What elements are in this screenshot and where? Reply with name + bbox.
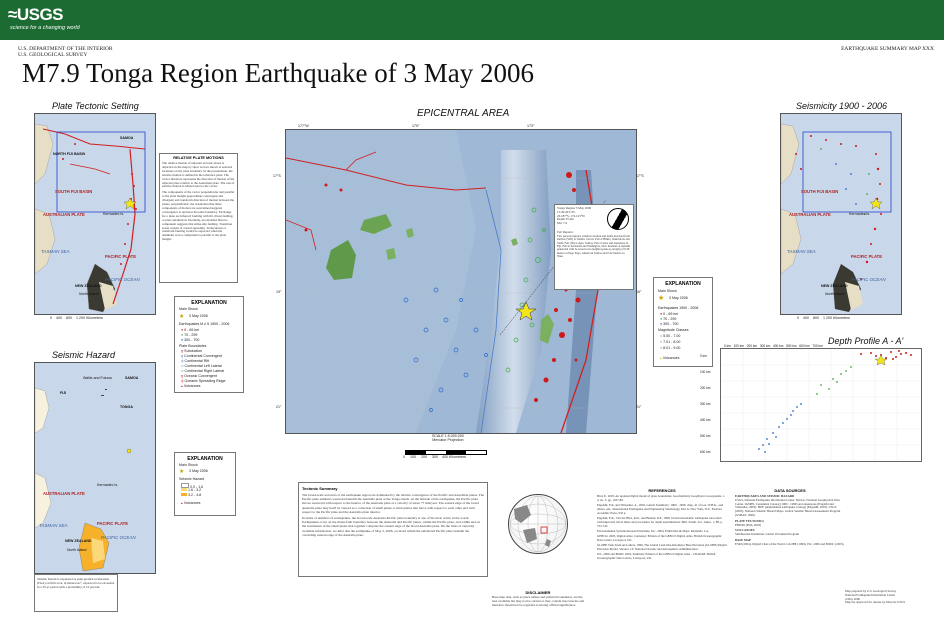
hazard-legend-h3: 3.2 - 4.8 [188,493,202,497]
scale-bar-seismicity: 0 400 800 1 200 Kilometers [797,316,850,320]
plate-legend-boundaries: Plate Boundaries [179,344,207,348]
scale-bar-plate: 0 400 800 1 200 Kilometers [50,316,103,320]
epi-legend-volcanoes: Volcanoes [662,356,680,360]
plate-legend: EXPLANATION Main Shock ★ 3 May 2006 Earthquakes M ≥ 5 1900 - 2006 ● 0 - 69 km ● 70 - 299 ● 300 - 700 Plate Boundaries ┳ Subduction ┳ Continental Convergent ╪ Continental Rift ═ Continental Left Lateral ═ Continental Right Lateral ┳ Oceanic Convergent ╪ Oceanic Spreading Ridge ▴ Volcanoes [174,296,244,393]
credit-line-3: 4 May 2006 [845,596,860,601]
tectonic-summary-title: Tectonic Summary [302,486,338,491]
agency-block [18,46,113,58]
seis-label-tasman-sea: TASMAN SEA [787,249,816,254]
relative-motions-p1: The relative motion of adjacent tectonic plates is depicted on the map by short vectors shown at selected locations on the plate boundary. In the presentation, the relative motion is defined in the reference plate. The vector therefore represents the direction of motion of the adjacent plate relative to the Australian plate. The rate of relative motion is labeled next to the vector. [162,161,235,189]
seis-label-new-zealand: NEW ZEALAND [821,284,848,288]
panel-title-seismic-hazard: Seismic Hazard [52,350,116,360]
epi-info-line4: Depth 55 km [557,217,574,222]
epi-axis-x1: 177°W [298,124,309,128]
data-source-text-3: Smithsonian Institution, Global Volcanism Program [735,532,800,537]
usgs-logo[interactable]: ≈USGS [8,5,64,24]
reference-5: GEBCO, 2003, Digital Atlas: Centenary Edition of the GEBCO Digital Atlas, British Oceanographic Data Centre, Liverpool, UK. [597,534,722,542]
seismicity-map[interactable] [780,113,902,315]
plate-legend-b3: Continental Rift [184,359,210,363]
plate-legend-b4: Continental Left Lateral [184,364,222,368]
hazard-label-australian-plate: AUSTRALIAN PLATE [43,491,85,496]
page-title: M7.9 Tonga Region Earthquake of 3 May 2006 [22,58,535,88]
hazard-label-kermadec: Kermadec Is. [97,483,119,487]
epi-legend-m1: 5.00 - 7.00 [663,334,681,338]
label-north-fiji-basin: NORTH FIJI BASIN [53,152,86,156]
data-source-heading-4: BASE MAP [735,537,751,542]
map-number: EARTHQUAKE SUMMARY MAP XXX [841,46,934,52]
plate-legend-depth1: 0 - 69 km [184,328,200,332]
data-source-text-4: ESRI (2004), Digital Chart of the World. GLOBE (1999). ISC, 2006 and BODC (2003). [735,541,845,546]
epi-legend-d1: 0 - 69 km [663,312,679,316]
hazard-legend: EXPLANATION Main Shock ★ 3 May 2006 Seismic Hazard 0.0 - 1.6 1.6 - 3.2 3.2 - 4.8 ▴ Volcanoes [174,452,236,516]
hazard-legend-main-shock: Main Shock [179,463,198,467]
hazard-map-svg [35,363,155,573]
label-new-zealand: NEW ZEALAND [75,284,102,288]
plate-legend-volcanoes: Volcanoes [183,384,201,388]
epi-axis-y3: 21° [276,405,282,409]
epi-scale [432,434,464,442]
data-sources-title: DATA SOURCES [774,488,806,493]
epi-scale-projection: Mercator Projection [432,438,464,442]
focal-mechanism-icon [607,208,629,230]
seismic-hazard-map[interactable] [34,362,156,574]
globe-locator [508,494,568,554]
disclaimer-text: Base map data, such as place names and political boundaries, are the best available but may not be current or may contain inaccuracies and therefore should not be regarded as having official significance. [492,595,585,607]
epi-axis-y3-right: 21° [636,405,642,409]
depth-profile-svg [721,349,921,461]
dot-blue-icon: ● [181,338,184,342]
data-source-heading-3: VOLCANOES [735,528,755,533]
reference-3: Engdahl, E.R., Van der Hilst, R.D., and Buland, R.P., 1998, Global teleseismic earthquake relocation with improved travel times and procedures for depth determination: Bull. Seism. Soc. Amer., v. 88, p. 722-743. [597,515,723,528]
plate-legend-main-shock: Main Shock [179,307,198,311]
panel-title-plate-tectonic: Plate Tectonic Setting [52,101,139,111]
hazard-label-pacific-ocean: PACIFIC OCEAN [101,535,136,540]
epi-info-line2: 15:26:40 UTC [557,209,576,214]
epi-legend-star-icon: ★ [658,295,665,302]
plate-legend-eq-heading: Earthquakes M ≥ 5 1900 - 2006 [179,322,230,326]
epi-axis-x3: 173° [527,124,535,128]
references [597,488,727,561]
hazard-legend-title: EXPLANATION [187,456,223,462]
panel-title-epicentral: EPICENTRAL AREA [417,108,510,119]
reference-6: GLOBE Task Team and others, 1999, The Global Land One-Kilometer Base Elevation (GLOBE) Digital Elevation Model, Version 1.0: National Oceanic and Atmospheric Administration. [597,543,727,552]
epi-info-line3: 20.187°S, 174.123°W [557,213,586,218]
credit-line-1: Map prepared by U.S. Geological Survey [845,589,897,593]
epi-legend-main-shock: Main Shock [658,289,677,293]
star-icon: ★ [179,314,185,320]
reference-2: Engdahl, E.R. and Villaseñor, A., 2002, Global Seismicity: 1900 - 1999, chap. 41 of Lee, W.H.K., and others, eds., International Earthquake and Engineering Seismology, Part A: New York, N.Y., Elsevier Academic Press, 932 p. [597,503,724,515]
hazard-label-samoa: SAMOA [125,376,139,380]
credit-block [845,590,937,605]
epi-legend-m3: 8.01 - 9.00 [663,346,681,350]
disclaimer-title: DISCLAIMER [525,590,551,595]
label-pacific-plate: PACIFIC PLATE [105,254,137,259]
relative-motions-p2: The components of the vector perpendicular and parallel to the plate margin approximate convergent and divergent and transform direction of motion between the plates, perpendicular; the orientation that these components of motion are ascertained suggests convergence at and near the plate boundary. Exchange for a plate are inferred; faulting with tilt, thrust faulting, or plate subduction. Parallelly, an extended fitted to component suggests that strike-slip faulting. Transition zones consist of crustal spreading. Transcurrent or transform faulting would be expected when the dominant vector component is parallel to the plate margin. [162,190,235,242]
hazard-legend-heading: Seismic Hazard [179,477,205,481]
hazard-label-tonga: TONGA [120,405,133,409]
plate-legend-b1: Subduction [184,349,203,353]
hazard-label-north-island: North Island [67,548,87,552]
epi-axis-y2: 19° [276,290,282,294]
hazard-legend-h1: 0.0 - 1.6 [190,485,204,489]
plate-legend-b2: Continental Convergent [184,354,222,358]
plate-legend-b6: Oceanic Convergent [184,374,217,378]
label-kermadec: Kermadec Is. [103,212,125,216]
credit-line-2: National Earthquake Information Center [845,592,896,597]
data-source-text-1: USGS, National Earthquake Information Center. NOAA, National Geophysical Data Center. IASPEI, Centennial Catalog (1900 - 1999) and extensions (Engdahl and Villaseñor, 2002). HDF (unpublished earthquake catalog) (Engdahl, 2003). USGS (2003), National Seismic Hazard Maps. Global Seismic Hazard Assessment Program (GSHAP, 1999). [735,497,841,517]
epicentral-legend: EXPLANATION Main Shock ★ 3 May 2006 Earthquakes 1900 - 2006 ● 0 - 69 km ● 70 - 299 ● 300 - 700 Magnitude Classes ○ 5.00 - 7.00 ○ 7.01 - 8.00 ○ 8.01 - 9.00 ▴ Volcanoes [653,277,713,367]
epi-info-line5: Mw 7.9 [557,221,567,226]
data-source-text-2: PB2002 (Bird, 2003) [735,522,762,527]
seis-label-pacific-plate: PACIFIC PLATE [851,254,883,259]
epi-legend-eq-heading: Earthquakes 1900 - 2006 [658,306,699,310]
epi-scale-label: SCALE 1:5,000,000 [432,434,464,438]
hazard-label-wallis: Wallis and Futuna [83,376,112,380]
epicenter-info-box [554,204,634,290]
hazard-star-icon: ★ [179,469,185,475]
epi-legend-d2: 70 - 299 [663,317,677,321]
agency-line-2: U.S. GEOLOGICAL SURVEY [18,52,88,58]
epi-info-felt: Felt Reports: [557,229,574,234]
epicentral-map[interactable] [285,129,637,434]
seis-label-north-island: North Island [825,292,845,296]
data-source-heading-1: EARTHQUAKES AND SEISMIC HAZARD [735,494,795,498]
tectonic-summary-p1: The broad-scale tectonics of the earthquake region are dominated by the relative convergence of the Pacific and Australian plates. The Pacific plate subducts westward beneath the Australia plate at the Tonga trench. At the latitude of the earthquake, the Pacific plate moves westward with respect to the interior of the Australia plate at a velocity of about 77 mm/year. The eastern edge of the broad Australia plate may itself be viewed as a collection of small plates or microplates that move with respect to each other and with respect to the Pacific plate and the Australia plate interior. [302,493,484,514]
hazard-note: Seismic hazard is expressed as peak ground acceleration (PGA) on firm rock, in meters/sec², expected to be exceeded in a 50-yr period with a probability of 10 percent. [34,574,118,612]
hazard-legend-volcanoes: Volcanoes [183,501,201,505]
seis-label-kermadec: Kermadec Is. [849,212,871,216]
globe-svg [509,495,567,553]
depth-profile-x-ticks: 0 km 100 km 200 km 300 km 400 km 500 km 600 km 700 km [724,344,823,348]
dot-red-icon: ● [181,328,184,332]
reference-1: Bird, P., 2003, An updated digital model of plate boundaries: Geochemistry Geophysics Geosystems, v. 4, no. 3, pp. 1027-80. [597,494,725,502]
plate-legend-b7: Oceanic Spreading Ridge [184,379,226,383]
tectonic-summary [298,482,488,577]
label-australian-plate: AUSTRALIAN PLATE [43,212,85,217]
hazard-label-fiji: FIJI [60,391,67,395]
epi-legend-date: 3 May 2006 [669,296,688,300]
dot-green-icon: ● [181,333,184,337]
plate-legend-b5: Continental Right Lateral [184,369,225,373]
epi-info-felt-text: Two persons injured, windows broken and items knocked from shelves (VIII) at Neiafu, Vava'u. Felt at Hihifo, Nuku'alofa and Vaini. Felt (III) at Apia, Samoa. Felt at Suva and elsewhere in Fiji. Felt in Auckland and Wellington, New Zealand. A tsunami generated with be noted wave heights (peak-to-trough) of 0.30 meters at Pago Pago, American Samoa and 0.42 meters on Niue. [557,233,631,259]
epi-legend-d3: 300 - 700 [663,322,679,326]
epi-legend-m2: 7.01 - 8.00 [663,340,681,344]
header-bar [0,0,944,40]
hazard-label-tasman-sea: TASMAN SEA [39,523,68,528]
data-source-heading-2: PLATE TECTONICS [735,518,764,523]
relative-motions-box [159,153,238,283]
epi-legend-mag-heading: Magnitude Classes [658,328,689,332]
plate-legend-depth2: 70 - 299 [184,333,198,337]
reference-4: Environmental Systems Research Institute, Inc., 2004, ESRI Data & Maps: Redlands, CA. [597,528,709,533]
hazard-label-pacific-plate: PACIFIC PLATE [97,521,129,526]
hazard-label-new-zealand: NEW ZEALAND [65,539,92,543]
relative-motions-title: RELATIVE PLATE MOTIONS [173,156,224,160]
label-south-fiji-basin: SOUTH FIJI BASIN [55,189,93,194]
plate-legend-title: EXPLANATION [191,300,227,306]
label-tasman-sea: TASMAN SEA [41,249,70,254]
panel-title-depth-profile: Depth Profile A - A' [828,336,904,346]
label-pacific-ocean: PACIFIC OCEAN [105,277,140,282]
label-samoa: SAMOA [120,136,134,140]
reference-7: ISC, 2006 and BODC 2003, Summary Edition of the GEBCO Digital Atlas - CD-ROM: British Oceanographic Data Centre, Liverpool, UK. [597,552,716,561]
plate-legend-date: 3 May 2006 [189,314,208,318]
hazard-legend-date: 3 May 2006 [189,469,208,473]
depth-profile-y-ticks: 0 km 100 km 200 km 300 km 400 km 500 km 600 km [700,354,711,454]
epi-axis-x2: 175° [412,124,420,128]
label-north-island: North Island [79,292,99,296]
seis-label-pacific-ocean: PACIFIC OCEAN [851,277,886,282]
data-sources [735,488,845,547]
epi-scale-ticks: 0 100 200 300 400 Kilometers [403,455,466,459]
hazard-legend-h2: 1.6 - 3.2 [188,488,202,492]
epi-axis-y2-right: 19° [636,290,642,294]
plate-legend-depth3: 300 - 700 [184,338,200,342]
epi-axis-y1-right: 17°S [636,174,644,178]
agency-line-1: U.S. DEPARTMENT OF THE INTERIOR [18,46,113,52]
panel-title-seismicity: Seismicity 1900 - 2006 [796,101,888,111]
disclaimer [492,590,584,607]
usgs-tagline: science for a changing world [10,25,80,31]
depth-profile-chart[interactable] [720,348,922,462]
plate-tectonic-map[interactable] [34,113,156,315]
epi-info-line1: Tonga Region 3 May 2006 [557,206,592,210]
seis-label-south-fiji-basin: SOUTH FIJI BASIN [801,189,839,194]
credit-line-4: Map not approved for release by Director USGS [845,600,906,605]
epi-axis-y1: 17°S [273,174,281,178]
seis-label-australian-plate: AUSTRALIAN PLATE [789,212,831,217]
references-title: REFERENCES [648,488,676,493]
tectonic-summary-p2: In terms of numbers of earthquakes, the broad-scale Australia-Pacific plate boundary is one of the most active in the world. Earthquakes occur on the thrust-fault boundary between the Australia and Pacific plates, within the Pacific plate, and within and on the boundaries of the small plates that together comprise the eastern edge of the broad Australia plate. On the basis of currently available information, we infer that the earthquake of May 3, 2006, occurred within the subducted Pacific plate beneath the overriding eastern edge of the Australia plate. [302,516,481,537]
epi-legend-title: EXPLANATION [665,281,701,287]
